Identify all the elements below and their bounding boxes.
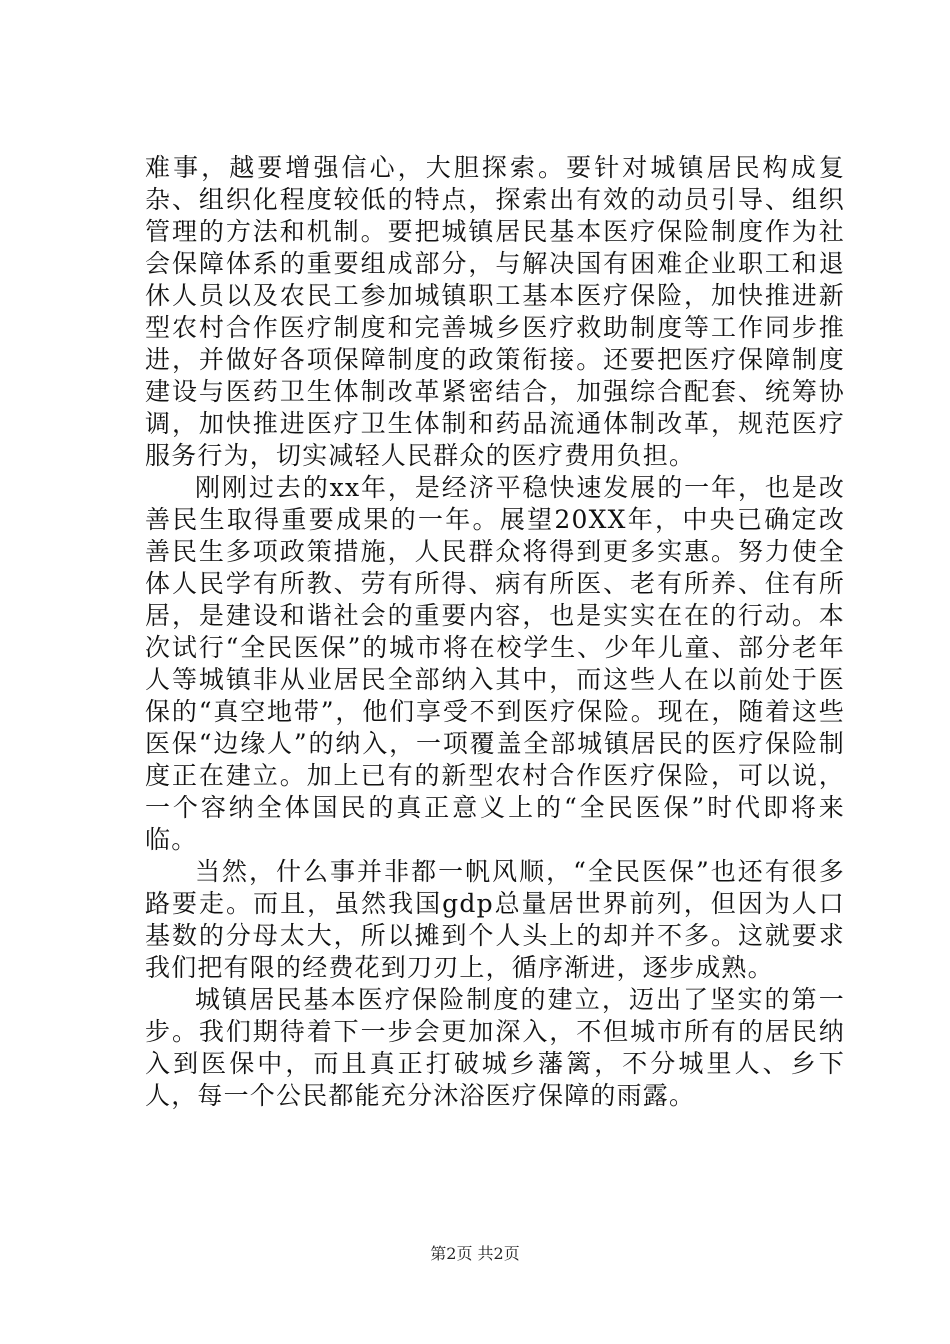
paragraph-4: 城镇居民基本医疗保险制度的建立，迈出了坚实的第一步。我们期待着下一步会更加深入，不但城市所有的居民纳入到医保中，而且真正打破城乡藩篱，不分城里人、乡下人，每一个公民都能充分沐浴医疗保障的雨露。 [145, 985, 845, 1110]
document-body [145, 152, 845, 1112]
paragraph-3: 当然，什么事并非都一帆风顺，“全民医保”也还有很多路要走。而且，虽然我国gdp总量居世界前列，但因为人口基数的分母太大，所以摊到个人头上的却并不多。这就要求我们把有限的经费花到刀刃上，循序渐进，逐步成熟。 [145, 857, 845, 982]
paragraph-1: 难事，越要增强信心，大胆探索。要针对城镇居民构成复杂、组织化程度较低的特点，探索出有效的动员引导、组织管理的方法和机制。要把城镇居民基本医疗保险制度作为社会保障体系的重要组成部分，与解决国有困难企业职工和退休人员以及农民工参加城镇职工基本医疗保险，加快推进新型农村合作医疗制度和完善城乡医疗救助制度等工作同步推进，并做好各项保障制度的政策衔接。还要把医疗保障制度建设与医药卫生体制改革紧密结合，加强综合配套、统筹协调，加快推进医疗卫生体制和药品流通体制改革，规范医疗服务行为，切实减轻人民群众的医疗费用负担。 [145, 153, 845, 470]
page-number-footer: 第2页 共2页 [430, 1244, 520, 1263]
paragraph-2: 刚刚过去的xx年，是经济平稳快速发展的一年，也是改善民生取得重要成果的一年。展望20XX年，中央已确定改善民生多项政策措施，人民群众将得到更多实惠。努力使全体人民学有所教、劳有所得、病有所医、老有所养、住有所居，是建设和谐社会的重要内容，也是实实在在的行动。本次试行“全民医保”的城市将在校学生、少年儿童、部分老年人等城镇非从业居民全部纳入其中，而这些人在以前处于医保的“真空地带”，他们享受不到医疗保险。现在，随着这些医保“边缘人”的纳入，一项覆盖全部城镇居民的医疗保险制度正在建立。加上已有的新型农村合作医疗保险，可以说，一个容纳全体国民的真正意义上的“全民医保”时代即将来临。 [145, 473, 845, 854]
